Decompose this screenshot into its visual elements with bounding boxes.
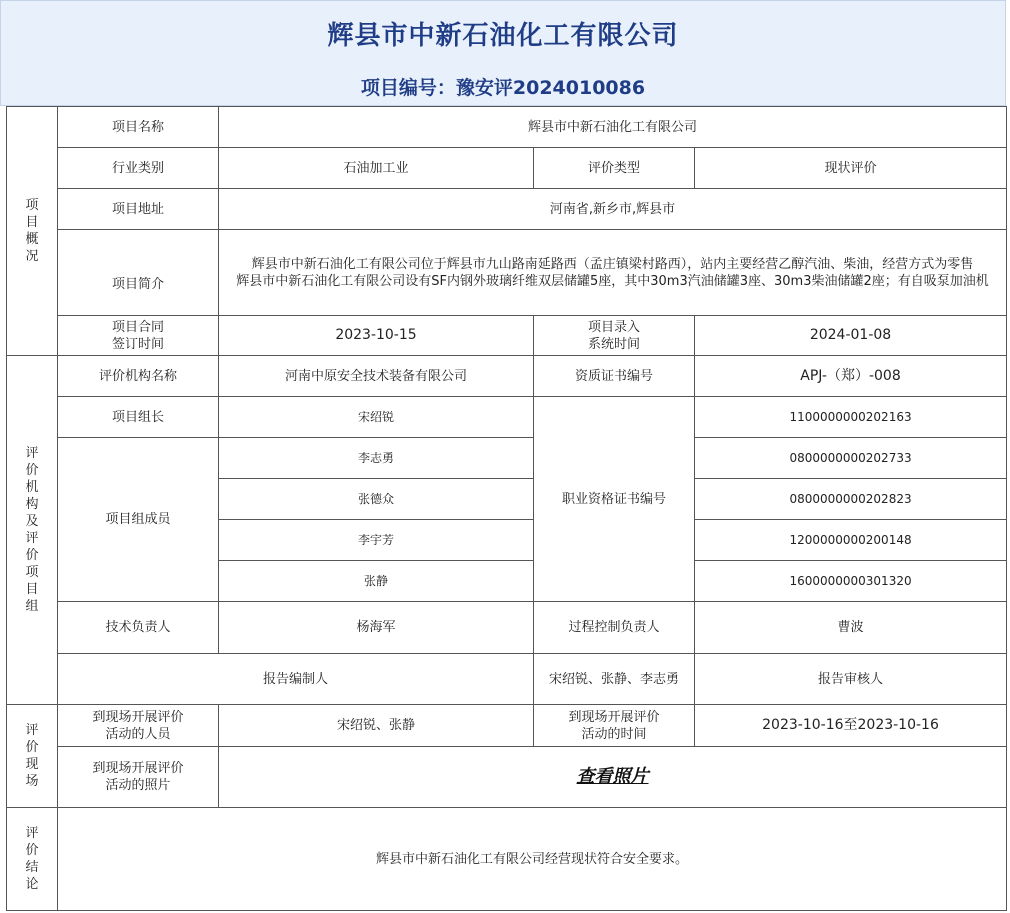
- member-name: 李宇芳: [219, 520, 534, 561]
- section-org-team-label: [11, 445, 53, 615]
- section-char: 目: [25, 215, 39, 230]
- intro-value: [219, 230, 1007, 316]
- member-cert: 0800000000202733: [695, 438, 1007, 479]
- section-char: 价: [25, 843, 39, 858]
- member-cert: 0800000000202823: [695, 479, 1007, 520]
- intro-label: 项目简介: [58, 230, 219, 316]
- row-agency: [7, 356, 1007, 397]
- row-report: [7, 654, 1007, 705]
- project-name-label: 项目名称: [58, 107, 219, 148]
- section-char: 场: [25, 774, 39, 789]
- section-conclusion-label: [11, 825, 53, 893]
- eval-type-value: 现状评价: [695, 148, 1007, 189]
- section-char: 构: [25, 497, 39, 512]
- site-people-label: 到现场开展评价 活动的人员: [58, 705, 219, 747]
- agency-label: 评价机构名称: [58, 356, 219, 397]
- entry-date-label: 项目录入 系统时间: [534, 316, 695, 356]
- leader-label: 项目组长: [58, 397, 219, 438]
- conclusion-text: 辉县市中新石油化工有限公司经营现状符合安全要求。: [58, 808, 1007, 911]
- row-member: [7, 438, 1007, 479]
- row-industry: [7, 148, 1007, 189]
- leader-cert: 1100000000202163: [695, 397, 1007, 438]
- company-title: 辉县市中新石油化工有限公司: [327, 21, 679, 51]
- section-char: 评: [25, 723, 39, 738]
- row-intro: [7, 230, 1007, 316]
- agency-value: 河南中原安全技术装备有限公司: [219, 356, 534, 397]
- row-project-name: [7, 107, 1007, 148]
- site-photo-label: 到现场开展评价 活动的照片: [58, 747, 219, 808]
- intro-line-1: 辉县市中新石油化工有限公司位于辉县市九山路南延路西（孟庄镇梁村路西），站内主要经营乙醇汽油、柴油，经营方式为零售: [251, 256, 974, 272]
- intro-line-2: 辉县市中新石油化工有限公司设有SF内钢外玻璃纤维双层储罐5座，其中30m3汽油储罐3座、30m3柴油储罐2座；有自吸泵加油机: [236, 273, 989, 289]
- report-reviewer-label: 报告审核人: [695, 654, 1007, 705]
- tech-lead-value: 杨海军: [219, 602, 534, 654]
- row-leader: [7, 397, 1007, 438]
- qualification-label: 职业资格证书编号: [534, 397, 695, 602]
- member-name: 张德众: [219, 479, 534, 520]
- page-header: [0, 0, 1006, 106]
- leader-name: 宋绍锐: [219, 397, 534, 438]
- member-name: 张静: [219, 561, 534, 602]
- contract-date-value: 2023-10-15: [219, 316, 534, 356]
- project-info-table: [6, 106, 1007, 911]
- section-char: 评: [25, 531, 39, 546]
- section-site-label: [11, 722, 53, 790]
- section-char: 目: [25, 582, 39, 597]
- address-label: 项目地址: [58, 189, 219, 230]
- report-author-label: 报告编制人: [58, 654, 534, 705]
- entry-date-value: 2024-01-08: [695, 316, 1007, 356]
- section-char: 及: [25, 514, 39, 529]
- section-char: 现: [25, 757, 39, 772]
- section-char: 评: [25, 446, 39, 461]
- section-char: 组: [25, 599, 39, 614]
- section-char: 概: [25, 232, 39, 247]
- process-lead-value: 曹波: [695, 602, 1007, 654]
- project-number: 项目编号：豫安评2024010086: [360, 77, 646, 99]
- eval-type-label: 评价类型: [534, 148, 695, 189]
- section-char: 论: [25, 877, 39, 892]
- member-cert: 1600000000301320: [695, 561, 1007, 602]
- site-photo-cell: [219, 747, 1007, 808]
- section-char: 价: [25, 740, 39, 755]
- tech-lead-label: 技术负责人: [58, 602, 219, 654]
- process-lead-label: 过程控制负责人: [534, 602, 695, 654]
- row-site-photos: [7, 747, 1007, 808]
- industry-value: 石油加工业: [219, 148, 534, 189]
- row-tech: [7, 602, 1007, 654]
- section-overview: [7, 107, 58, 356]
- row-address: [7, 189, 1007, 230]
- section-overview-label: [11, 197, 53, 265]
- section-org-team: [7, 356, 58, 705]
- section-char: 结: [25, 860, 39, 875]
- members-label: 项目组成员: [58, 438, 219, 602]
- section-char: 项: [25, 198, 39, 213]
- project-name-value: 辉县市中新石油化工有限公司: [219, 107, 1007, 148]
- row-site-people: [7, 705, 1007, 747]
- member-name: 李志勇: [219, 438, 534, 479]
- industry-label: 行业类别: [58, 148, 219, 189]
- site-people-value: 宋绍锐、张静: [219, 705, 534, 747]
- section-char: 评: [25, 826, 39, 841]
- report-author-value: 宋绍锐、张静、李志勇: [534, 654, 695, 705]
- view-photos-link[interactable]: 查看照片: [576, 765, 649, 787]
- address-value: 河南省,新乡市,辉县市: [219, 189, 1007, 230]
- contract-date-label: 项目合同 签订时间: [58, 316, 219, 356]
- row-conclusion: [7, 808, 1007, 911]
- cert-value: APJ-（郑）-008: [695, 356, 1007, 397]
- section-char: 机: [25, 480, 39, 495]
- section-char: 况: [25, 249, 39, 264]
- section-char: 项: [25, 565, 39, 580]
- cert-label: 资质证书编号: [534, 356, 695, 397]
- section-conclusion: [7, 808, 58, 911]
- section-char: 价: [25, 463, 39, 478]
- row-dates: [7, 316, 1007, 356]
- site-time-value: 2023-10-16至2023-10-16: [695, 705, 1007, 747]
- section-site: [7, 705, 58, 808]
- member-cert: 1200000000200148: [695, 520, 1007, 561]
- site-time-label: 到现场开展评价 活动的时间: [534, 705, 695, 747]
- section-char: 价: [25, 548, 39, 563]
